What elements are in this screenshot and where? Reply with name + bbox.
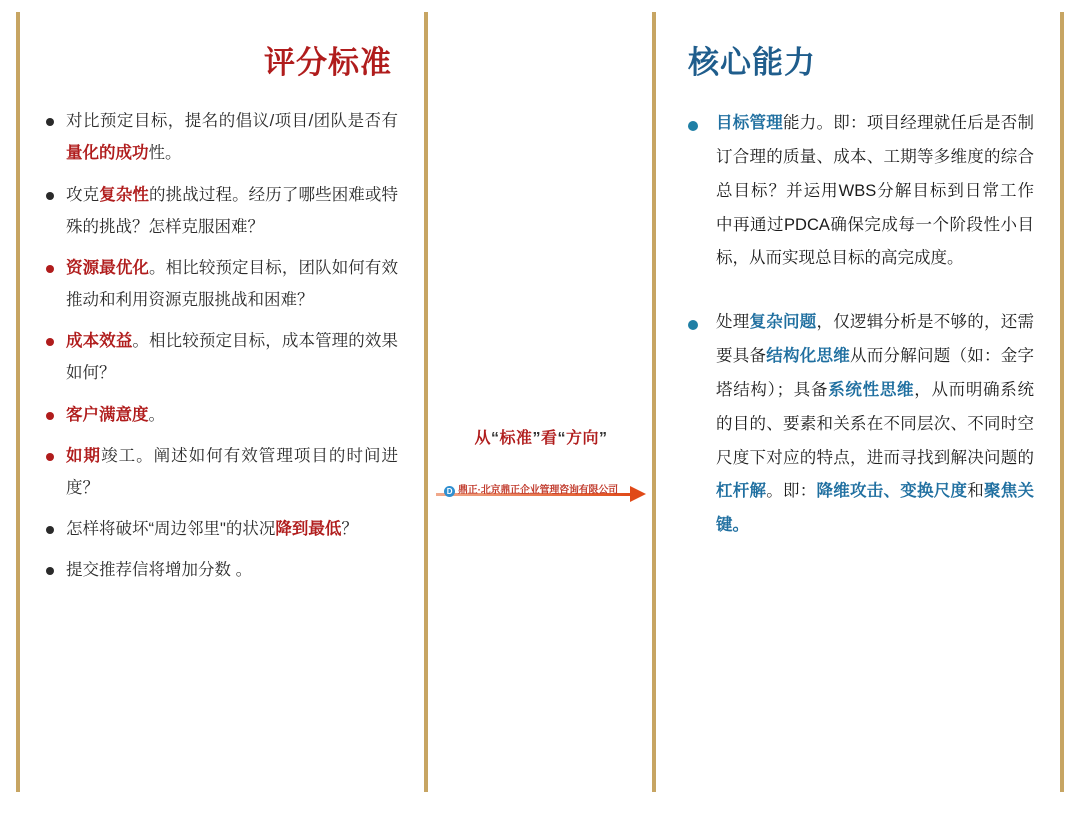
highlight-blue: 聚焦关键 bbox=[716, 482, 1034, 535]
highlight-red: 复杂性 bbox=[99, 185, 150, 204]
right-panel-title: 核心能力 bbox=[688, 45, 816, 80]
bottom-spacer bbox=[0, 806, 1080, 814]
highlight-red: 量化的成功 bbox=[66, 144, 149, 163]
text-run: 攻克 bbox=[66, 185, 100, 204]
left-panel bbox=[16, 12, 428, 792]
watermark bbox=[444, 481, 644, 497]
highlight-red: 成本效益 bbox=[66, 332, 133, 351]
list-item bbox=[44, 325, 398, 389]
caption-mid: 看 bbox=[541, 430, 558, 447]
highlight-blue: 。 bbox=[732, 516, 749, 535]
highlight-blue: 降维攻击、变换尺度 bbox=[816, 482, 968, 501]
text-run: ？ bbox=[341, 520, 358, 539]
text-run: 处理 bbox=[716, 313, 750, 332]
text-run: 的挑战过程。经历了哪些困难或特殊的挑战？怎样克服困难？ bbox=[66, 185, 399, 236]
list-item bbox=[44, 399, 398, 431]
text-run: 提交推荐信将增加分数 。 bbox=[66, 561, 253, 580]
right-panel bbox=[652, 12, 1064, 792]
text-run: 。相比较预定目标，团队如何有效推动和利用资源克服挑战和困难？ bbox=[66, 258, 399, 310]
list-item bbox=[44, 105, 398, 169]
caption-quote-open-2: “ bbox=[557, 430, 567, 447]
caption-word-standard: 标准 bbox=[499, 430, 533, 447]
highlight-red: 如期 bbox=[66, 446, 102, 465]
center-transition bbox=[432, 425, 650, 508]
highlight-blue: 目标管理 bbox=[716, 114, 783, 133]
list-item bbox=[44, 179, 398, 243]
highlight-blue: 复杂问题 bbox=[749, 313, 817, 332]
watermark-logo-icon: D bbox=[444, 486, 455, 497]
highlight-blue: 结构化思维 bbox=[766, 347, 850, 366]
caption-quote-close-2: ” bbox=[599, 430, 608, 447]
text-run: 对比预定目标，提名的倡议/项目/团队是否有 bbox=[66, 112, 398, 131]
text-run: 能力。即：项目经理就任后是否制订合理的质量、成本、工期等多维度的综合总目标？并运用WBS分解目标到日常工作中再通过PDCA确保完成每一个阶段性小目标，从而实现总目标的高完成度。 bbox=[716, 114, 1034, 268]
list-item bbox=[44, 252, 398, 316]
text-run: 性。 bbox=[148, 144, 182, 163]
text-run: 。即： bbox=[766, 482, 817, 501]
caption-prefix: 从 bbox=[474, 430, 491, 447]
highlight-red: 客户满意度 bbox=[66, 405, 149, 424]
scoring-criteria-list bbox=[44, 105, 398, 586]
caption-quote-open-1: “ bbox=[490, 430, 500, 447]
text-run: 。 bbox=[148, 405, 165, 424]
caption-word-direction: 方向 bbox=[566, 430, 600, 447]
highlight-red: 资源最优化 bbox=[66, 258, 150, 277]
text-run: 从而分解问题（如：金字塔结构）；具备 bbox=[716, 347, 1034, 399]
list-item bbox=[686, 306, 1034, 543]
highlight-blue: 系统性思维 bbox=[828, 380, 915, 399]
left-panel-title: 评分标准 bbox=[264, 45, 392, 80]
core-competency-list bbox=[686, 107, 1034, 543]
center-caption bbox=[432, 425, 650, 448]
text-run: 和 bbox=[967, 482, 984, 501]
highlight-red: 降到最低 bbox=[275, 520, 342, 539]
text-run: 怎样将破坏“周边邻里"的状况 bbox=[66, 520, 276, 539]
highlight-blue: 杠杆解 bbox=[716, 482, 767, 501]
text-run: 竣工。阐述如何有效管理项目的时间进度？ bbox=[66, 446, 399, 497]
caption-quote-close-1: ” bbox=[532, 430, 541, 447]
list-item bbox=[44, 513, 398, 545]
list-item bbox=[686, 107, 1034, 276]
text-run: ，从而明确系统的目的、要素和关系在不同层次、不同时空尺度下对应的特点，进而寻找到解决问题的 bbox=[716, 380, 1035, 467]
watermark-text: 鼎正·北京鼎正企业管理咨询有限公司 bbox=[458, 485, 618, 496]
text-run: 。相比较预定目标，成本管理的效果如何？ bbox=[66, 332, 399, 383]
list-item bbox=[44, 554, 398, 586]
list-item bbox=[44, 440, 398, 504]
text-run: ，仅逻辑分析是不够的，还需要具备 bbox=[716, 313, 1034, 366]
